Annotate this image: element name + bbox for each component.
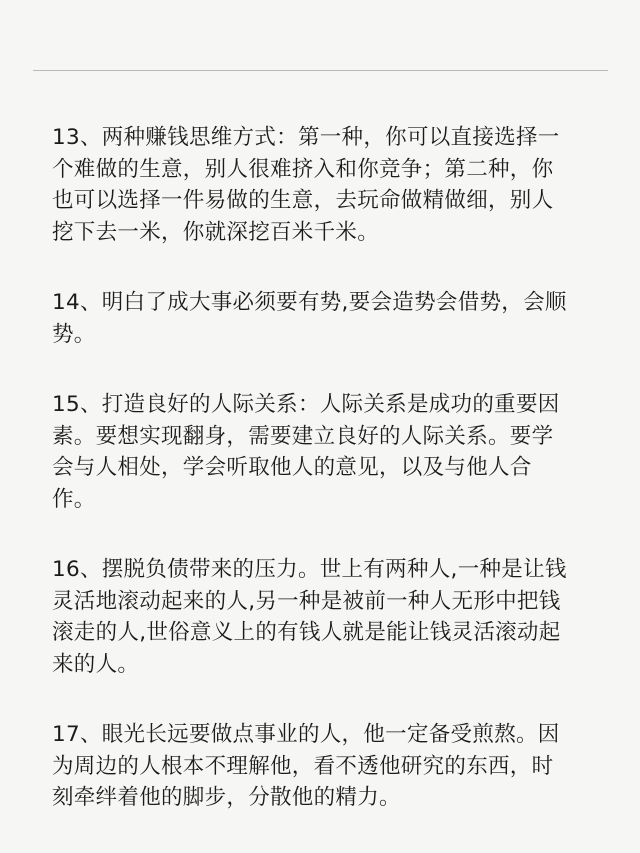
paragraph-16: 16、摆脱负债带来的压力。世上有两种人,一种是让钱 灵活地滚动起来的人,另一种是被前一种人无形中把钱 滚走的人,世俗意义上的有钱人就是能让钱灵活滚动起 来的人。 [52,557,567,677]
text-body [52,122,597,853]
paragraph-14: 14、明白了成大事必须要有势,要会造势会借势，会顺 势。 [52,290,567,347]
paragraph-17: 17、眼光长远要做点事业的人，他一定备受煎熬。因 为周边的人根本不理解他，看不透他研究的东西，时 刻牵绊着他的脚步，分散他的精力。 [52,722,560,810]
paragraph-13: 13、两种赚钱思维方式：第一种，你可以直接选择一 个难做的生意，别人很难挤入和你竞争；第二种，你 也可以选择一件易做的生意，去玩命做精做细，别人 挖下去一米，你就深挖百米千米。 [52,125,560,245]
paragraph-15: 15、打造良好的人际关系：人际关系是成功的重要因 素。要想实现翻身，需要建立良好的人际关系。要学 会与人相处，学会听取他人的意见，以及与他人合 作。 [52,392,560,512]
top-divider [33,70,608,71]
